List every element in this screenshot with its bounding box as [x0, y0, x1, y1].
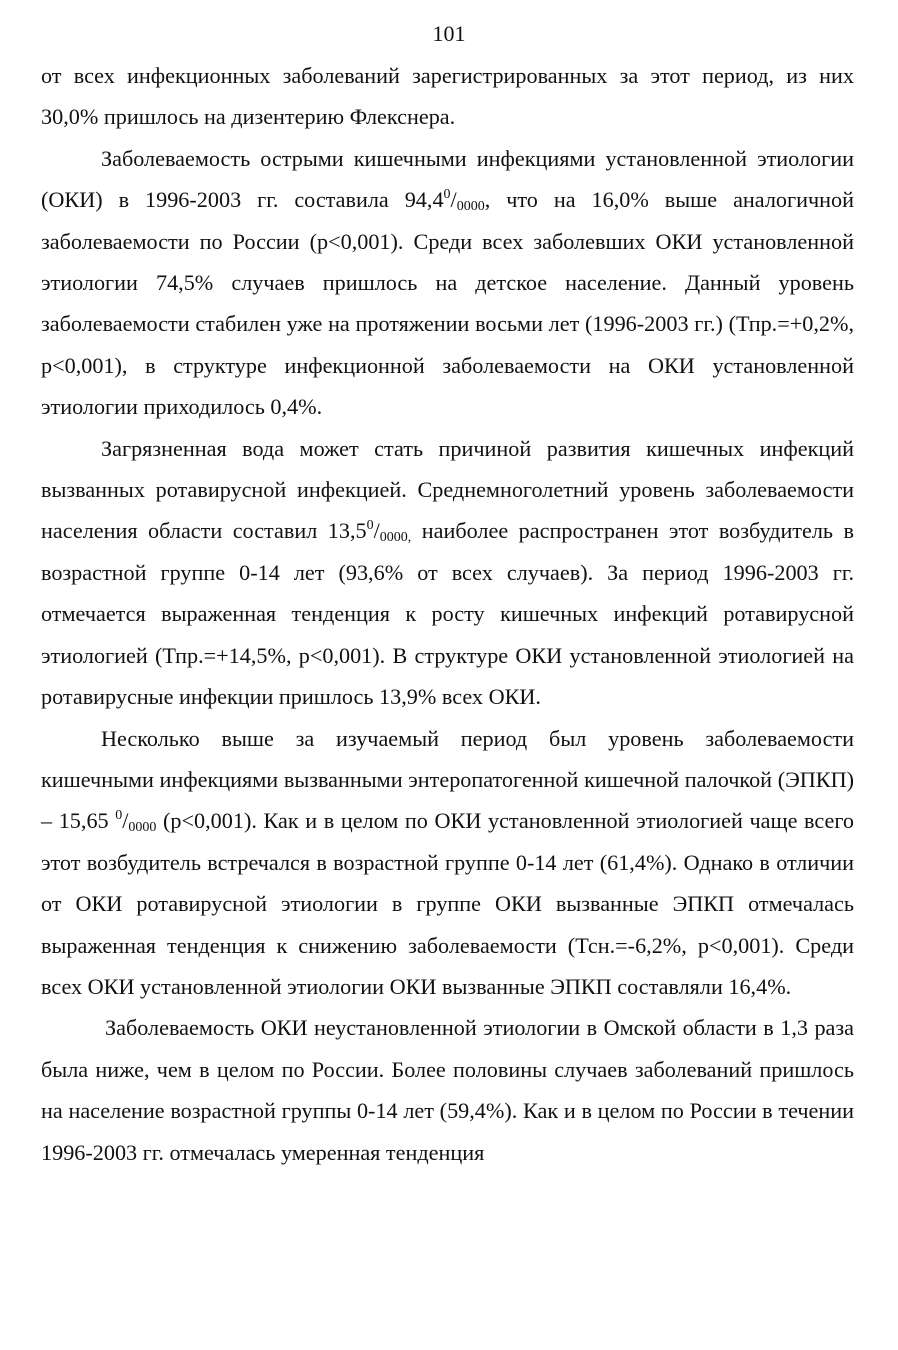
- paragraph-4-text-b: (р<0,001). Как и в целом по ОКИ установленной этиологией чаще всего этот возбудитель встречался в возрастной группе 0-14 лет (61,4%). Однако в отличии от ОКИ ротавирусной этиологии в группе ОКИ вызванные ЭПКП отмечалась выраженная тенденция к снижению заболеваемости (Тсн.=-6,2%, р<0,001). Среди всех ОКИ установленной этиологии ОКИ вызванные ЭПКП составляли 16,4%.: [41, 808, 854, 999]
- paragraph-3-slash: /: [373, 518, 380, 544]
- paragraph-4-sub: 0000: [128, 820, 157, 836]
- paragraph-2-text-a: Заболеваемость острыми кишечными инфекциями установленной этиологии (ОКИ) в 1996-2003 гг. составила 94,4: [41, 145, 854, 213]
- paragraph-3: [41, 428, 854, 718]
- page-number: 101: [432, 21, 466, 46]
- paragraph-1: [41, 55, 854, 138]
- paragraph-1-text: от всех инфекционных заболеваний зарегистрированных за этот период, из них 30,0% пришлось на дизентерию Флекснера.: [41, 63, 854, 130]
- paragraph-2-sup: 0: [443, 187, 451, 203]
- paragraph-3-sub: 0000,: [379, 530, 412, 546]
- paragraph-2-text-b: , что на 16,0% выше аналогичной заболеваемости по России (р<0,001). Среди всех заболевших ОКИ установленной этиологии 74,5% случаев пришлось на детское население. Данный уровень заболеваемости стабилен уже на протяжении восьми лет (1996-2003 гг.) (Тпр.=+0,2%, р<0,001), в структуре инфекционной заболеваемости на ОКИ установленной этиологии приходилось 0,4%.: [41, 187, 854, 420]
- paragraph-3-text-a: Загрязненная вода может стать причиной развития кишечных инфекций вызванных ротавирусной инфекцией. Среднемноголетний уровень заболеваемости населения области составил 13,5: [41, 435, 854, 544]
- paragraph-4-sup: 0: [115, 808, 123, 824]
- paragraph-3-text-b: наиболее распространен этот возбудитель в возрастной группе 0-14 лет (93,6% от всех случаев). За период 1996-2003 гг. отмечается выраженная тенденция к росту кишечных инфекций ротавирусной этиологией (Тпр.=+14,5%, р<0,001). В структуре ОКИ установленной этиологией на ротавирусные инфекции пришлось 13,9% всех ОКИ.: [41, 518, 855, 710]
- paragraph-4: [41, 718, 854, 1008]
- page-body: [41, 55, 854, 1173]
- paragraph-5: [41, 1007, 854, 1173]
- paragraph-5-text: Заболеваемость ОКИ неустановленной этиологии в Омской области в 1,3 раза была ниже, чем в целом по России. Более половины случаев заболеваний пришлось на население возрастной группы 0-14 лет (59,4%). Как и в целом по России в течении 1996-2003 гг. отмечалась умеренная тенденция: [41, 1015, 854, 1165]
- paragraph-2: [41, 138, 854, 428]
- paragraph-2-slash: /: [450, 187, 457, 213]
- paragraph-4-text-a: Несколько выше за изучаемый период был уровень заболеваемости кишечными инфекциями вызванными энтеропатогенной кишечной палочкой (ЭПКП) – 15,65: [41, 725, 854, 834]
- paragraph-4-slash: /: [122, 808, 129, 834]
- paragraph-2-sub: 0000: [456, 199, 485, 215]
- paragraph-3-sup: 0: [366, 518, 374, 534]
